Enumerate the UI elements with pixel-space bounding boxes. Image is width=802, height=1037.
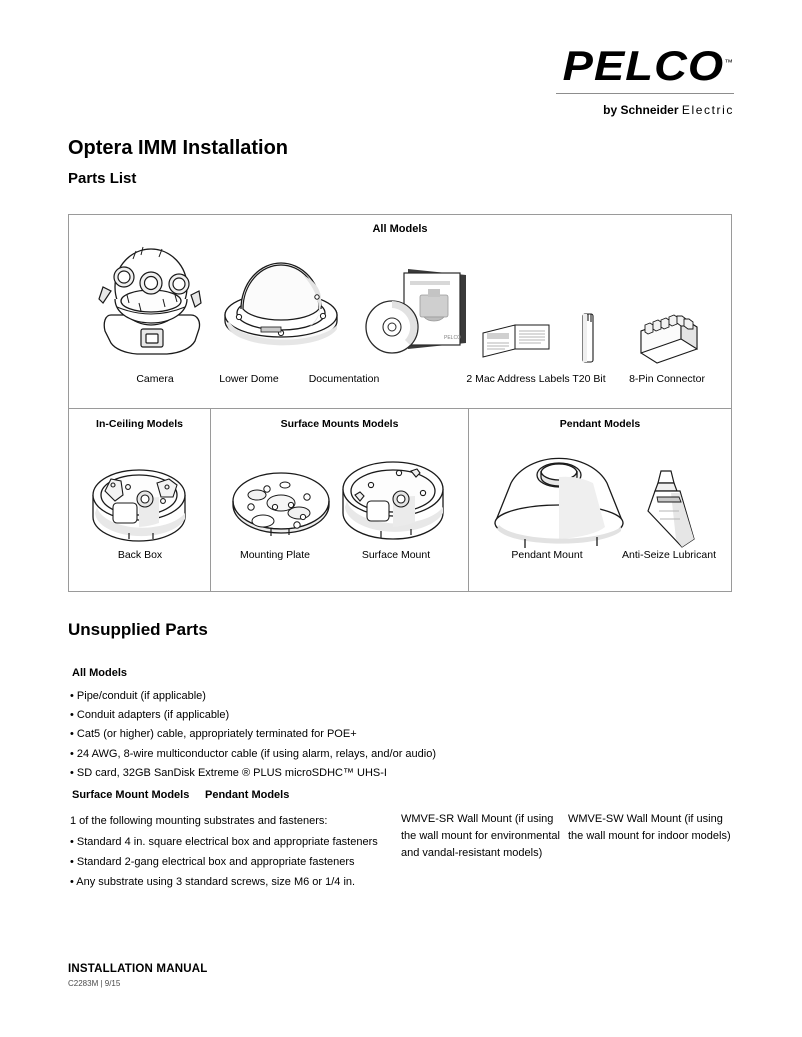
surface-mounts-header: Surface Mounts Models: [280, 418, 399, 430]
camera-module-icon: [97, 237, 205, 357]
unsupplied-bullet-2: • Conduit adapters (if applicable): [70, 709, 230, 721]
dome-cover-icon: [217, 259, 345, 355]
surface-mount-models-heading: Surface Mount Models: [72, 789, 190, 801]
unsupplied-bullet-1: • Pipe/conduit (if applicable): [70, 690, 206, 702]
tagline-by: by: [603, 103, 618, 117]
back-box-icon: [83, 447, 195, 547]
wall-mount-sw-text: WMVE-SW Wall Mount (if using the wall mount for indoor models): [568, 813, 731, 842]
part-label-lower-dome: Lower Dome: [219, 373, 279, 385]
documentation-cd-icon: [364, 265, 474, 357]
surface-mounts-models-column: [211, 409, 469, 591]
unsupplied-all-models-heading: All Models: [72, 667, 128, 679]
part-label-mac-labels: 2 Mac Address Labels: [466, 373, 570, 385]
page-title: Optera IMM Installation: [68, 137, 289, 159]
mount-substrate-intro: 1 of the following mounting substrates and fasteners:: [70, 815, 328, 827]
part-label-mounting-plate: Mounting Plate: [239, 549, 311, 561]
part-label-surface-mount: Surface Mount: [361, 549, 431, 561]
mount-bullet-1: • Standard 4 in. square electrical box and appropriate fasteners: [70, 836, 378, 848]
lubricant-tube-icon: [637, 467, 703, 549]
pendant-models-header: Pendant Models: [559, 418, 641, 430]
part-label-8-pin-connector: 8-Pin Connector: [629, 373, 705, 385]
footer-manual-label: INSTALLATION MANUAL: [68, 963, 208, 975]
logo-divider: [556, 93, 734, 94]
part-label-t20-bit: T20 Bit: [572, 373, 606, 385]
part-label-anti-seize-lubricant: Anti-Seize Lubricant: [622, 549, 716, 561]
part-label-camera: Camera: [136, 373, 174, 385]
all-models-row: [69, 215, 731, 409]
parts-list-table: [68, 214, 732, 592]
unsupplied-bullet-5: • SD card, 32GB SanDisk Extreme ® PLUS microSDHC™ UHS-I: [70, 767, 387, 779]
footer-doc-code: C2283M | 9/15: [68, 979, 121, 988]
t20-bit-icon: [578, 312, 598, 364]
all-models-header: All Models: [372, 223, 428, 235]
in-ceiling-header: In-Ceiling Models: [96, 418, 183, 430]
tagline-schneider: Schneider: [620, 103, 679, 117]
8-pin-connector-icon: [637, 311, 701, 367]
unsupplied-parts-heading: Unsupplied Parts: [68, 620, 208, 639]
pendant-models-heading: Pendant Models: [205, 789, 290, 801]
pendant-mount-icon: [489, 437, 629, 553]
surface-mount-icon: [337, 443, 451, 547]
logo-tagline: [554, 94, 734, 117]
wall-mount-sr-text: WMVE-SR Wall Mount (if using the wall mount for environmental and vandal-resistant models): [401, 813, 560, 859]
in-ceiling-models-column: [69, 409, 211, 591]
model-specific-row: [69, 409, 731, 591]
unsupplied-bullet-4: • 24 AWG, 8-wire multiconductor cable (if using alarm, relays, and/or audio): [70, 748, 436, 760]
pelco-logo: [554, 42, 734, 117]
mount-bullet-2: • Standard 2-gang electrical box and appropriate fasteners: [70, 856, 355, 868]
pelco-wordmark-text: PELCO: [562, 42, 725, 89]
trademark-symbol: ™: [724, 58, 734, 67]
pendant-models-column: [469, 409, 731, 591]
mount-bullet-3: • Any substrate using 3 standard screws, size M6 or 1/4 in.: [70, 876, 356, 888]
parts-list-heading: Parts List: [68, 170, 137, 187]
unsupplied-bullet-3: • Cat5 (or higher) cable, appropriately terminated for POE+: [70, 728, 357, 740]
pelco-wordmark: [540, 42, 734, 87]
part-label-back-box: Back Box: [117, 549, 163, 561]
tagline-electric: Electric: [681, 103, 734, 117]
part-label-documentation: Documentation: [308, 373, 380, 385]
mac-address-labels-icon: [481, 317, 553, 359]
part-label-pendant-mount: Pendant Mount: [511, 549, 583, 561]
mounting-plate-icon: [229, 467, 333, 539]
svg-text:PELCO: PELCO: [444, 335, 461, 341]
